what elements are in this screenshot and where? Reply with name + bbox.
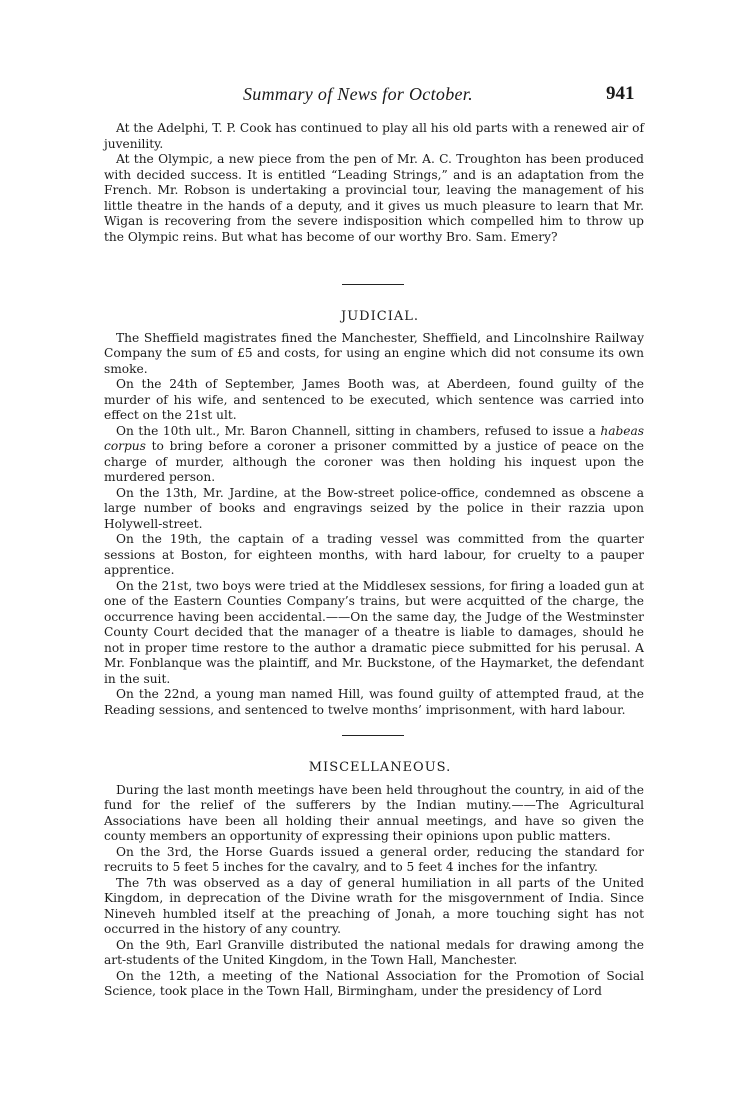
habeas-text-before: On the 10th ult., Mr. Baron Channell, sitting in chambers, refused to issue a [116,423,601,438]
theatre-paragraph-adelphi: At the Adelphi, T. P. Cook has continued to play all his old parts with a renewed air of juvenility. [104,121,644,151]
habeas-corpus-italic: habeas corpus [104,423,644,453]
section-divider [342,284,404,285]
judicial-paragraph: The Sheffield magistrates fined the Manchester, Sheffield, and Lincolnshire Railway Company the sum of £5 and costs, for using an engine which did not consume its own smoke. [104,330,644,376]
running-title: Summary of News for October. [243,84,473,104]
judicial-paragraph: On the 21st, two boys were tried at the Middlesex sessions, for firing a loaded gun at one of the Eastern Counties Company’s trains, but were acquitted of the charge, the occurrence having been accidental.——On the same day, the Judge of the Westminster County Court decided that the manager of a theatre is liable to damages, should he not in proper time restore to the author a dramatic piece submitted for his perusal. A Mr. Fonblanque was the plaintiff, and Mr. Buckstone, of the Haymarket, the defendant in the suit. [104,578,644,686]
section-divider [342,735,404,736]
judicial-paragraph: On the 24th of September, James Booth was, at Aberdeen, found guilty of the murder of his wife, and sentenced to be executed, which sentence was carried into effect on the 21st ult. [104,377,644,422]
misc-paragraph: On the 9th, Earl Granville distributed the national medals for drawing among the art-students of the United Kingdom, in the Town Hall, Manchester. [104,937,644,967]
judicial-section [104,309,644,718]
judicial-paragraph-habeas [104,424,644,486]
misc-paragraph: On the 3rd, the Horse Guards issued a general order, reducing the standard for recruits to 5 feet 5 inches for the cavalry, and to 5 feet 4 inches for the infantry. [104,844,644,874]
page-header [0,84,747,108]
theatre-paragraph-olympic: At the Olympic, a new piece from the pen of Mr. A. C. Troughton has been produced with decided success. It is entitled “Leading Strings,” and is an adaptation from the French. Mr. Robson is undertaking a provincial tour, leaving the management of his little theatre in the hands of a deputy, and it gives us much pleasure to learn that Mr. Wigan is recovering from the severe indisposition which compelled him to throw up the Olympic reins. But what has become of our worthy Bro. Sam. Emery? [104,152,644,244]
judicial-heading: JUDICIAL. [341,309,419,324]
habeas-text-after: to bring before a coroner a prisoner committed by a justice of peace on the charge of murder, although the coroner was then holding his inquest upon the murdered person. [104,439,644,484]
misc-paragraph: The 7th was observed as a day of general humiliation in all parts of the United Kingdom, in deprecation of the Divine wrath for the misgovernment of India. Since Nineveh humbled itself at the preaching of Jonah, a more touching sight has not occurred in the history of any country. [104,875,644,936]
judicial-paragraph: On the 22nd, a young man named Hill, was found guilty of attempted fraud, at the Reading sessions, and sentenced to twelve months’ imprisonment, with hard labour. [104,687,644,717]
judicial-paragraph: On the 19th, the captain of a trading vessel was committed from the quarter sessions at Boston, for eighteen months, with hard labour, for cruelty to a pauper apprentice. [104,532,644,577]
theatre-section [104,121,644,245]
misc-paragraph: On the 12th, a meeting of the National Association for the Promotion of Social Science, took place in the Town Hall, Birmingham, under the presidency of Lord [104,968,644,998]
page-number: 941 [606,83,635,104]
miscellaneous-heading: MISCELLANEOUS. [308,760,452,775]
misc-paragraph: During the last month meetings have been held throughout the country, in aid of the fund for the relief of the sufferers by the Indian mutiny.——The Agricultural Associations have been all holding their annual meetings, and have so given the county members an opportunity of expressing their opinions upon public matters. [104,782,644,843]
miscellaneous-section [104,760,644,1000]
judicial-paragraph: On the 13th, Mr. Jardine, at the Bow-street police-office, condemned as obscene a large number of books and engravings seized by the police in their razzia upon Holywell-street. [104,485,644,531]
